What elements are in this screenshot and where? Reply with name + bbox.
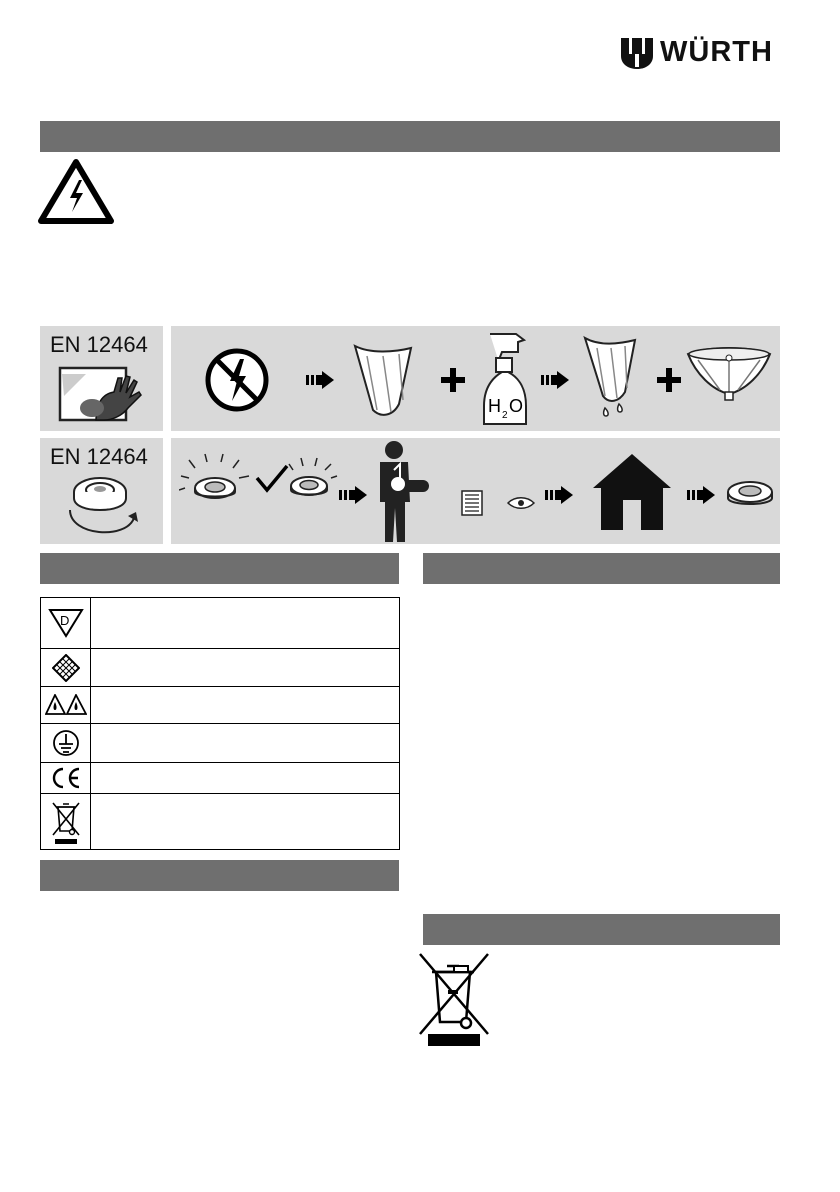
arrow-right-icon — [545, 486, 573, 504]
manual-icon — [461, 490, 483, 516]
table-row — [41, 687, 400, 724]
grid-diamond-icon — [52, 654, 80, 682]
section-header-bar — [423, 553, 780, 584]
arrow-right-icon — [541, 371, 569, 389]
section-header-bar — [423, 914, 780, 945]
section-header-bar — [40, 553, 399, 584]
electric-hazard-warning-icon — [38, 158, 114, 224]
d-triangle-icon — [48, 608, 84, 638]
standard-label-panel — [40, 326, 163, 431]
arrow-right-icon — [306, 371, 334, 389]
detector-rotate-icon — [60, 474, 150, 542]
symbol-table — [40, 597, 400, 850]
table-row — [41, 763, 400, 794]
table-row — [41, 649, 400, 687]
table-row — [41, 598, 400, 649]
wurth-logo — [620, 36, 782, 72]
earth-ground-icon — [52, 729, 80, 757]
wurth-emblem-icon — [620, 36, 654, 70]
installation-steps-panel — [171, 438, 780, 544]
arrow-right-icon — [339, 486, 367, 504]
hand-cleaning-surface-icon — [56, 364, 144, 424]
no-power-icon — [204, 347, 270, 413]
standard-label-panel — [40, 438, 163, 544]
eye-icon — [507, 496, 535, 510]
drops-warning-icon — [45, 694, 87, 716]
section-header-bar — [40, 860, 399, 891]
brand-name: WÜRTH — [660, 36, 773, 68]
standard-label: EN 12464 — [50, 332, 148, 357]
detector-flashing-icon — [179, 452, 253, 506]
detector-icon — [724, 480, 776, 512]
person-icon — [367, 440, 433, 544]
crossed-bin-icon — [416, 952, 492, 1048]
table-row — [41, 724, 400, 763]
section-header-bar — [40, 121, 780, 152]
lamp-reflector-icon — [686, 344, 772, 404]
damp-cloth-icon — [579, 332, 641, 424]
svg-text:D: D — [59, 613, 69, 628]
svg-text:2: 2 — [502, 410, 508, 421]
house-icon — [591, 452, 673, 532]
spray-bottle-h2o-icon — [472, 328, 534, 428]
detector-flashing-icon — [279, 456, 339, 506]
standard-label: EN 12464 — [50, 444, 148, 469]
table-row — [41, 794, 400, 850]
cleaning-steps-panel — [171, 326, 780, 431]
arrow-right-icon — [687, 486, 715, 504]
svg-text:H: H — [488, 396, 501, 416]
cloth-icon — [347, 340, 417, 420]
plus-icon — [441, 368, 465, 392]
svg-text:O: O — [509, 396, 524, 416]
crossed-bin-icon — [50, 799, 82, 845]
plus-icon — [657, 368, 681, 392]
ce-mark-icon — [50, 767, 82, 789]
